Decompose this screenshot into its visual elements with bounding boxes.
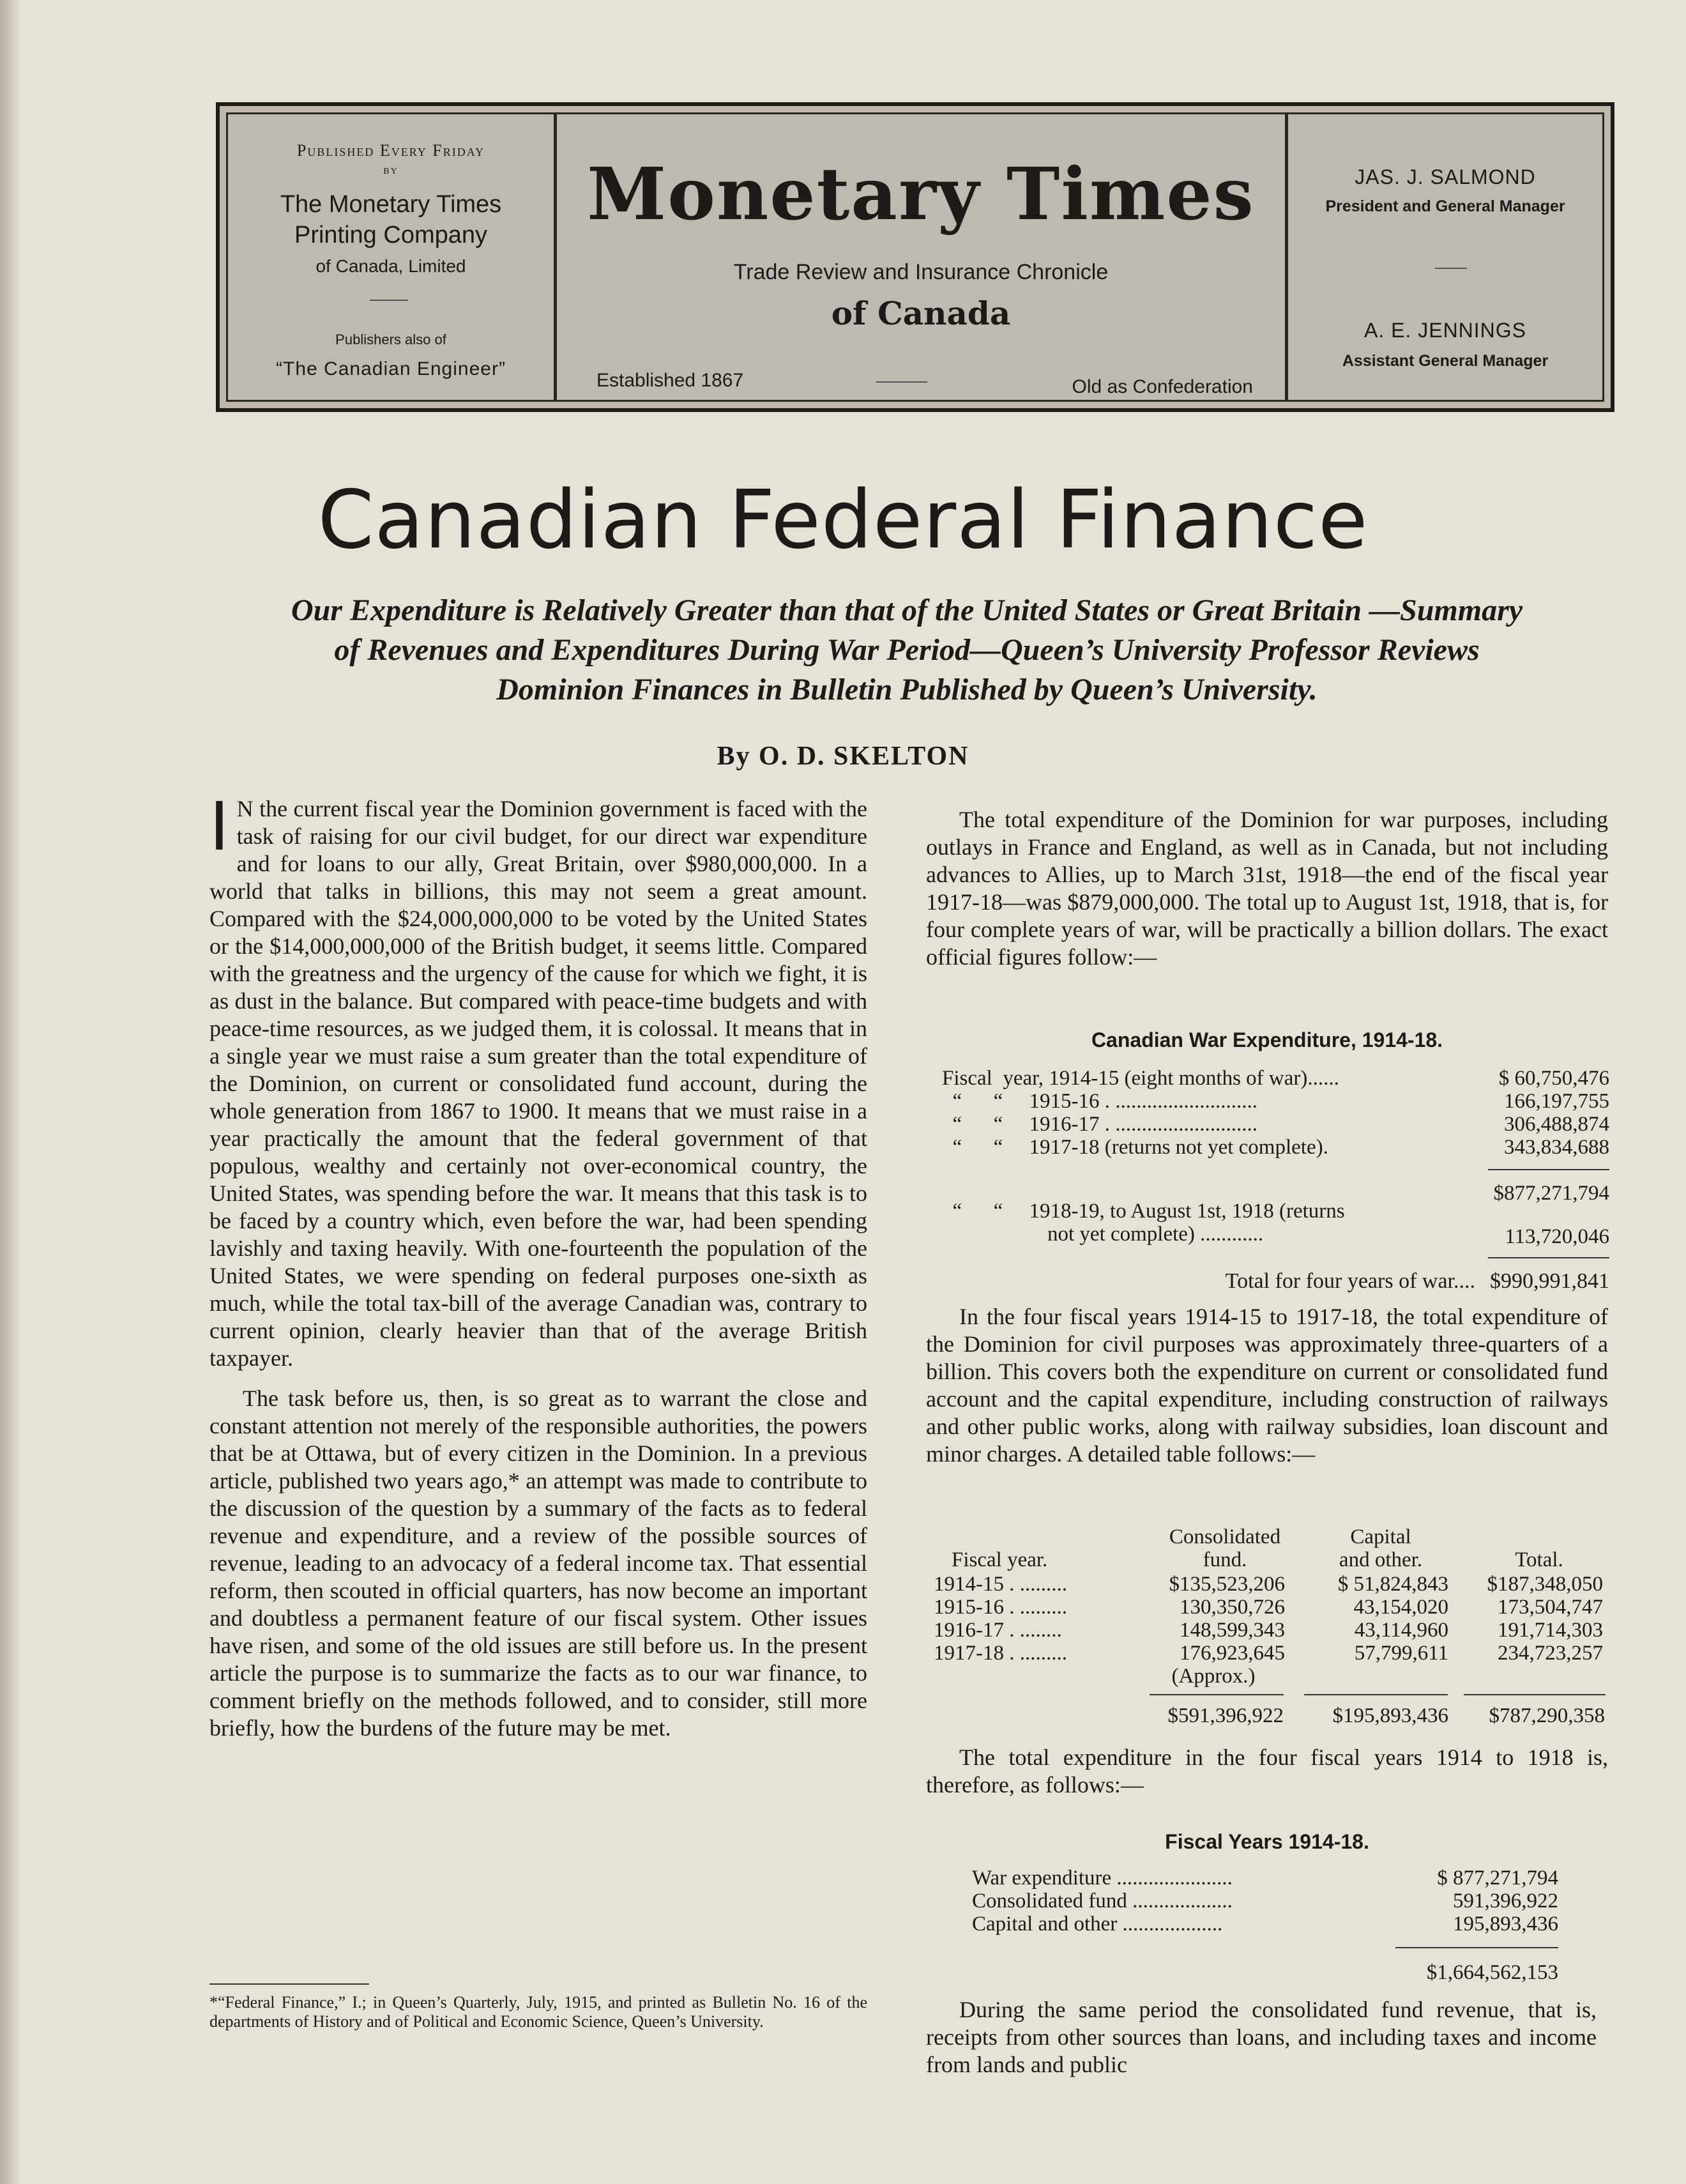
civil-row-3-year: 1916-17 . ........ (934, 1619, 1062, 1642)
paragraph-4: In the four fiscal years 1914-15 to 1917-18, the total expenditure of the Dominion for civil purposes was approximately three-quarters of a billion. This covers both the expenditure on current or consolidated fund account and the capital expenditure, including construction of railways and other public works, along with railway subsidies, loan discount and minor charges. A detailed table follows:— (926, 1304, 1608, 1467)
publisher-divider (370, 300, 408, 301)
war-row-5-value: 113,720,046 (1505, 1225, 1609, 1248)
masthead-publisher-panel (228, 114, 557, 400)
footnote: *“Federal Finance,” I.; in Queen’s Quarterly, July, 1915, and printed as Bulletin No. 16 of the departments of History and of Political and Economic Science, Queen’s University. (209, 1993, 867, 2031)
civil-header-cap-2: and other. (1339, 1548, 1423, 1571)
officer-role-jennings: Assistant General Manager (1342, 352, 1549, 370)
civil-header-cons-1: Consolidated (1169, 1525, 1281, 1548)
left-column (209, 788, 867, 1755)
right-column-civil (926, 1303, 1608, 1481)
masthead-name: Monetary Times (587, 153, 1255, 236)
civil-row-1-year: 1914-15 . ......... (934, 1573, 1067, 1596)
war-subtotal: $877,271,794 (1493, 1182, 1609, 1205)
war-row-3-value: 306,488,874 (1504, 1113, 1609, 1136)
fiscal-row-1-value: $ 877,271,794 (1437, 1867, 1558, 1890)
masthead-tagline: Trade Review and Insurance Chronicle (733, 260, 1109, 284)
right-column-closing (926, 1996, 1597, 2091)
paragraph-1 (209, 788, 867, 1372)
war-row-2-value: 166,197,755 (1504, 1090, 1609, 1113)
publishers-also-of: Publishers also of (335, 332, 446, 347)
civil-row-2-cons: 130,350,726 (1180, 1596, 1285, 1619)
officer-role-salmond: President and General Manager (1325, 197, 1565, 215)
old-as-confederation: Old as Confederation (1072, 376, 1253, 397)
article-byline: By O. D. SKELTON (717, 742, 969, 771)
war-total-rule (1488, 1257, 1609, 1258)
civil-row-3-cons: 148,599,343 (1180, 1619, 1285, 1642)
war-table-title: Canadian War Expenditure, 1914-18. (1091, 1028, 1443, 1051)
masthead-center-divider (876, 381, 927, 383)
civil-total-rule (1464, 1694, 1606, 1695)
publisher-line-3: of Canada, Limited (315, 256, 466, 276)
fiscal-row-3-value: 195,893,436 (1453, 1913, 1558, 1936)
publisher-line-2: Printing Company (294, 222, 488, 248)
fiscal-row-1-label: War expenditure ...................... (972, 1867, 1233, 1890)
war-row-4-label: “ “ 1917-18 (returns not yet complete). (942, 1136, 1328, 1159)
publisher-line-1: The Monetary Times (280, 191, 502, 218)
civil-header-cap-1: Capital (1350, 1525, 1411, 1548)
war-row-2-label: “ “ 1915-16 . ........................... (942, 1090, 1258, 1113)
civil-cons-rule (1150, 1694, 1284, 1695)
masthead-officers-panel (1288, 114, 1602, 400)
paragraph-1-text: N the current fiscal year the Dominion government is faced with the task of raising for our civil budget, for our direct war expenditure and for loans to our ally, Great Britain, over $980,000,000. In a world that talks in billions, this may not seem a great amount. Compared with the $24,000,000,000 to be voted by the United States or the $14,000,000,000 of the British budget, it seems little. Compared with the greatness and the urgency of the cause for which we fight, it is as dust in the balance. But compared with peace-time budgets and with peace-time resources, as we judged them, it is colossal. It means that in a single year we must raise a sum greater than the total expenditure of the Dominion, on current or consolidated fund account, during the whole generation from 1867 to 1900. It means that we must raise in a year practically the amount that the federal government of that populous, wealthy and certainly not over-economical country, the United States, was spending before the war. It means that this task is to be faced by a country which, even before the war, had been spending lavishly and taxing heavily. With one-fourteenth the population of the United States, we were spending on federal purposes one-sixth as much, while the total tax-bill of the average Canadian was, contrary to current opinion, clearly heavier than that of the average British taxpayer. (209, 796, 867, 1371)
civil-sum-cons: $591,396,922 (1167, 1704, 1284, 1727)
civil-row-4-year: 1917-18 . ......... (934, 1642, 1067, 1665)
civil-sum-cap: $195,893,436 (1332, 1704, 1448, 1727)
civil-approx-note: (Approx.) (1171, 1665, 1256, 1688)
paragraph-5: The total expenditure in the four fiscal years 1914 to 1918 is, therefore, as follows:— (926, 1745, 1608, 1798)
war-total-value: $990,991,841 (1490, 1269, 1609, 1293)
civil-header-cons-2: fund. (1203, 1548, 1247, 1571)
masthead-title-panel (557, 114, 1288, 400)
civil-header-total: Total. (1515, 1548, 1563, 1571)
masthead (216, 102, 1614, 412)
officer-name-jennings: A. E. JENNINGS (1363, 319, 1527, 342)
drop-cap: I (209, 788, 229, 866)
officer-name-salmond: JAS. J. SALMOND (1355, 165, 1536, 188)
article-subtitle: Our Expenditure is Relatively Greater than that of the United States or Great Britain —Summary of Revenues and Expenditures During War Period—Queen’s University Professor Reviews Dominion Finances in Bulletin Published by Queen’s University. (291, 593, 1523, 706)
civil-row-2-year: 1915-16 . ......... (934, 1596, 1067, 1619)
war-row-1-label: Fiscal year, 1914-15 (eight months of war)...... (942, 1067, 1339, 1090)
fiscal-total-rule (1395, 1947, 1558, 1948)
civil-row-4-cap: 57,799,611 (1354, 1642, 1448, 1665)
civil-row-1-total: $187,348,050 (1487, 1573, 1603, 1596)
civil-row-4-total: 234,723,257 (1498, 1642, 1603, 1665)
paragraph-6: During the same period the consolidated fund revenue, that is, receipts from other sources than loans, and including taxes and income from lands and public (926, 1997, 1597, 2077)
war-subtotal-rule (1488, 1169, 1609, 1170)
civil-row-1-cap: $ 51,824,843 (1337, 1573, 1448, 1596)
officers-divider (1435, 268, 1467, 269)
footnote-rule (209, 1983, 369, 1985)
right-column-summary (926, 1744, 1608, 1812)
right-column-intro (926, 806, 1608, 984)
paragraph-2: The task before us, then, is so great as to warrant the close and constant attention not merely of the responsible authorities, the powers that be at Ottawa, but of every citizen in the Dominion. In a previous article, published two years ago,* an attempt was made to contribute to the discussion of the question by a summary of the facts as to federal revenue and expenditure, and a review of the possible sources of revenue, leading to an advocacy of a federal income tax. That essential reform, then scouted in official quarters, has now become an important and doubtless a permanent feature of our fiscal system. Other issues have risen, and some of the old issues are still before us. In the present article the purpose is to summarize the facts as to our war finance, to comment briefly on the methods followed, and to consider, still more briefly, how the burdens of the future may be met. (209, 1386, 867, 1741)
fiscal-table-title: Fiscal Years 1914-18. (1165, 1830, 1369, 1853)
civil-cap-rule (1304, 1694, 1448, 1695)
masthead-of-canada: of Canada (831, 294, 1011, 332)
fiscal-row-2-value: 591,396,922 (1453, 1890, 1558, 1913)
fiscal-row-3-label: Capital and other ................... (972, 1913, 1223, 1936)
civil-row-4-cons: 176,923,645 (1180, 1642, 1285, 1665)
civil-row-2-total: 173,504,747 (1498, 1596, 1603, 1619)
war-row-3-label: “ “ 1916-17 . ........................... (942, 1113, 1258, 1136)
war-row-1-value: $ 60,750,476 (1498, 1067, 1609, 1090)
civil-row-3-total: 191,714,303 (1498, 1619, 1603, 1642)
established-1867: Established 1867 (596, 370, 744, 391)
war-row-5-label-1: “ “ 1918-19, to August 1st, 1918 (returns (942, 1200, 1345, 1223)
fiscal-total: $1,664,562,153 (1426, 1961, 1558, 1984)
war-row-5-label-2: not yet complete) ............ (942, 1223, 1264, 1246)
canadian-engineer-title: “The Canadian Engineer” (276, 358, 506, 379)
civil-sum-total: $787,290,358 (1489, 1704, 1605, 1727)
war-total-label: Total for four years of war.... (1225, 1269, 1475, 1293)
masthead-frame (226, 112, 1604, 402)
war-row-4-value: 343,834,688 (1504, 1136, 1609, 1159)
article-title: Canadian Federal Finance (317, 473, 1369, 567)
civil-row-3-cap: 43,114,960 (1354, 1619, 1448, 1642)
published-every-friday: Published Every Friday (296, 141, 485, 160)
fiscal-row-2-label: Consolidated fund ................... (972, 1890, 1233, 1913)
paragraph-3: The total expenditure of the Dominion for war purposes, including outlays in France and England, as well as in Canada, but not including advances to Allies, up to March 31st, 1918—the end of the fiscal year 1917-18—was $879,000,000. The total up to August 1st, 1918, that is, for four complete years of war, will be practically a billion dollars. The exact official figures follow:— (926, 807, 1608, 970)
civil-row-2-cap: 43,154,020 (1353, 1596, 1448, 1619)
published-by: by (383, 163, 399, 177)
civil-row-1-cons: $135,523,206 (1169, 1573, 1285, 1596)
page-binding-edge (0, 0, 19, 2184)
civil-header-fiscal: Fiscal year. (952, 1548, 1048, 1571)
